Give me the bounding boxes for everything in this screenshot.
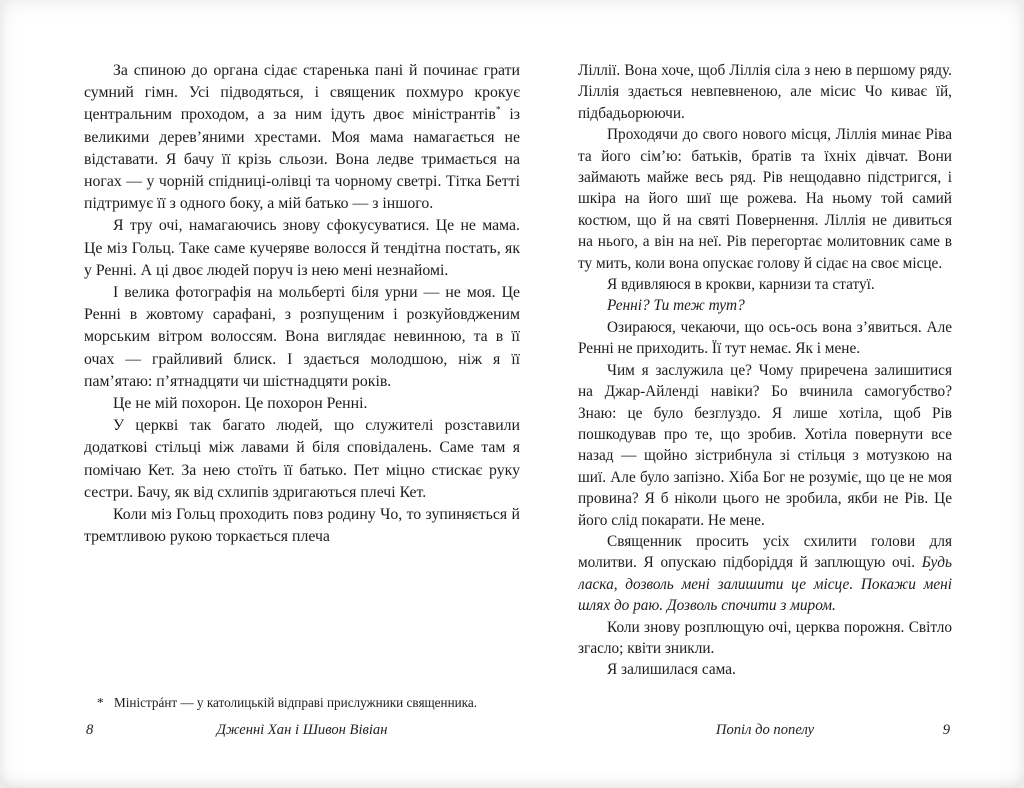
text-segment: Це не мій похорон. Це похорон Ренні. [113, 395, 368, 413]
right-page-text [578, 60, 952, 708]
paragraph [84, 282, 520, 393]
left-page-footer [84, 722, 520, 742]
running-title-authors: Дженні Хан і Шивон Вівіан [216, 722, 388, 738]
text-segment: Озираюся, чекаючи, що ось-ось вона з’явиться. Але Ренні не приходить. Її тут немає. Як і мене. [578, 318, 952, 358]
paragraph [578, 617, 952, 660]
paragraph [578, 659, 952, 680]
paragraph [578, 124, 952, 274]
text-segment: Будь ласка, дозволь мені залишити це місце. Покажи мені шлях до раю. Дозволь спочити з миром. [578, 554, 952, 615]
paragraph [578, 317, 952, 360]
paragraph [578, 360, 952, 531]
footnote-text: Міністрáнт — у католицькій відправі прислужники священника. [114, 695, 478, 711]
footnote-marker: * [97, 695, 104, 711]
running-title-book: Попіл до попелу [715, 722, 815, 738]
text-segment: Коли знову розплющую очі, церква порожня. Світло згасло; квіти зникли. [578, 618, 952, 657]
text-segment: Проходячи до свого нового місця, Ліллія минає Ріва та його сім’ю: батьків, братів та їхніх дівчат. Вони займають майже весь ряд. Рів нещодавно підстригся, і шкіра на його шиї ще рожева. На ньому той самий костюм, що й на святі Повернення. Ліллія не дивиться на нього, а він на неї. Рів перегортає молитовник саме в ту мить, коли вона опускає голову й сідає на своє місце. [578, 126, 952, 272]
text-segment: Чим я заслужила це? Чому приречена залишитися на Джар-Айленді навіки? Бо вчинила самогубство? Знаю: це було безглуздо. Я лише хотіла, щоб Рів пошкодував про те, що зробив. Хотіла повернути все назад — щойно зістрибнула зі стільця з мотузкою на шиї. Але було запізно. Хіба Бог не розуміє, що це не моя провина? Я б ніколи цього не зробила, якби не Рів. Це його слід покарати. Не мене. [578, 361, 952, 529]
text-segment: Ліллії. Вона хоче, щоб Ліллія сіла з нею в першому ряду. Ліллія здається невпевненою, але місис Чо киває їй, підбадьорюючи. [578, 62, 952, 122]
footnote [84, 694, 520, 712]
footnote-reference-mark: * [495, 105, 501, 117]
page-right [578, 0, 952, 788]
text-segment: Я залишилася сама. [607, 661, 736, 679]
paragraph [84, 504, 520, 548]
paragraph [84, 415, 520, 504]
left-page-text [84, 60, 520, 666]
page-number-right: 9 [942, 722, 950, 738]
right-page-footer [578, 722, 952, 742]
text-segment: Ренні? Ти теж тут? [607, 297, 745, 315]
paragraph [84, 393, 520, 415]
page-number-left: 8 [86, 722, 94, 738]
page-left [84, 0, 520, 788]
text-segment: із великими дерев’яними хрестами. Моя мама намагається не відставати. Я бачу її крізь сльози. Вона ледве тримається на ногах — у чорній спідниці-олівці та чорному светрі. Тітка Бетті підтримує її з одного боку, а мій батько — з іншого. [84, 106, 520, 213]
paragraph [84, 60, 520, 215]
paragraph [578, 295, 952, 316]
text-segment: Коли міз Гольц проходить повз родину Чо, то зупиняється й тремтливою рукою торкається плеча [84, 506, 520, 546]
paragraph [578, 531, 952, 617]
paragraph [578, 60, 952, 124]
text-segment: За спиною до органа сідає старенька пані й починає грати сумний гімн. Усі підводяться, і священик похмуро крокує центральним проходом, а за ним ідуть двоє міністрантів [84, 62, 520, 124]
text-segment: Я тру очі, намагаючись знову сфокусуватися. Це не мама. Це міз Гольц. Таке саме кучеряве волосся й тендітна постать, як у Ренні. А ці двоє людей поруч із нею мені незнайомі. [84, 217, 520, 279]
text-segment: Я вдивляюся в крокви, карнизи та статуї. [607, 276, 875, 294]
paragraph [578, 274, 952, 295]
text-segment: У церкві так багато людей, що служителі розставили додаткові стільці між лавами й біля сповідалень. Саме там я помічаю Кет. За нею стоїть її батько. Пет міцно стискає руку сестри. Бачу, як від схлипів здригаються плечі Кет. [84, 417, 520, 501]
text-segment: Священник просить усіх схилити голови для молитви. Я опускаю підборіддя й заплющую очі. [578, 532, 952, 572]
text-segment: І велика фотографія на мольберті біля урни — не моя. Це Ренні в жовтому сарафані, з розпущеним і розкуйовдженим морським вітром волоссям. Вона виглядає невинною, та в її очах — грайливий блиск. І здається молодшою, ніж я її пам’ятаю: п’ятнадцяти чи шістнадцяти років. [84, 284, 520, 390]
paragraph [84, 215, 520, 282]
